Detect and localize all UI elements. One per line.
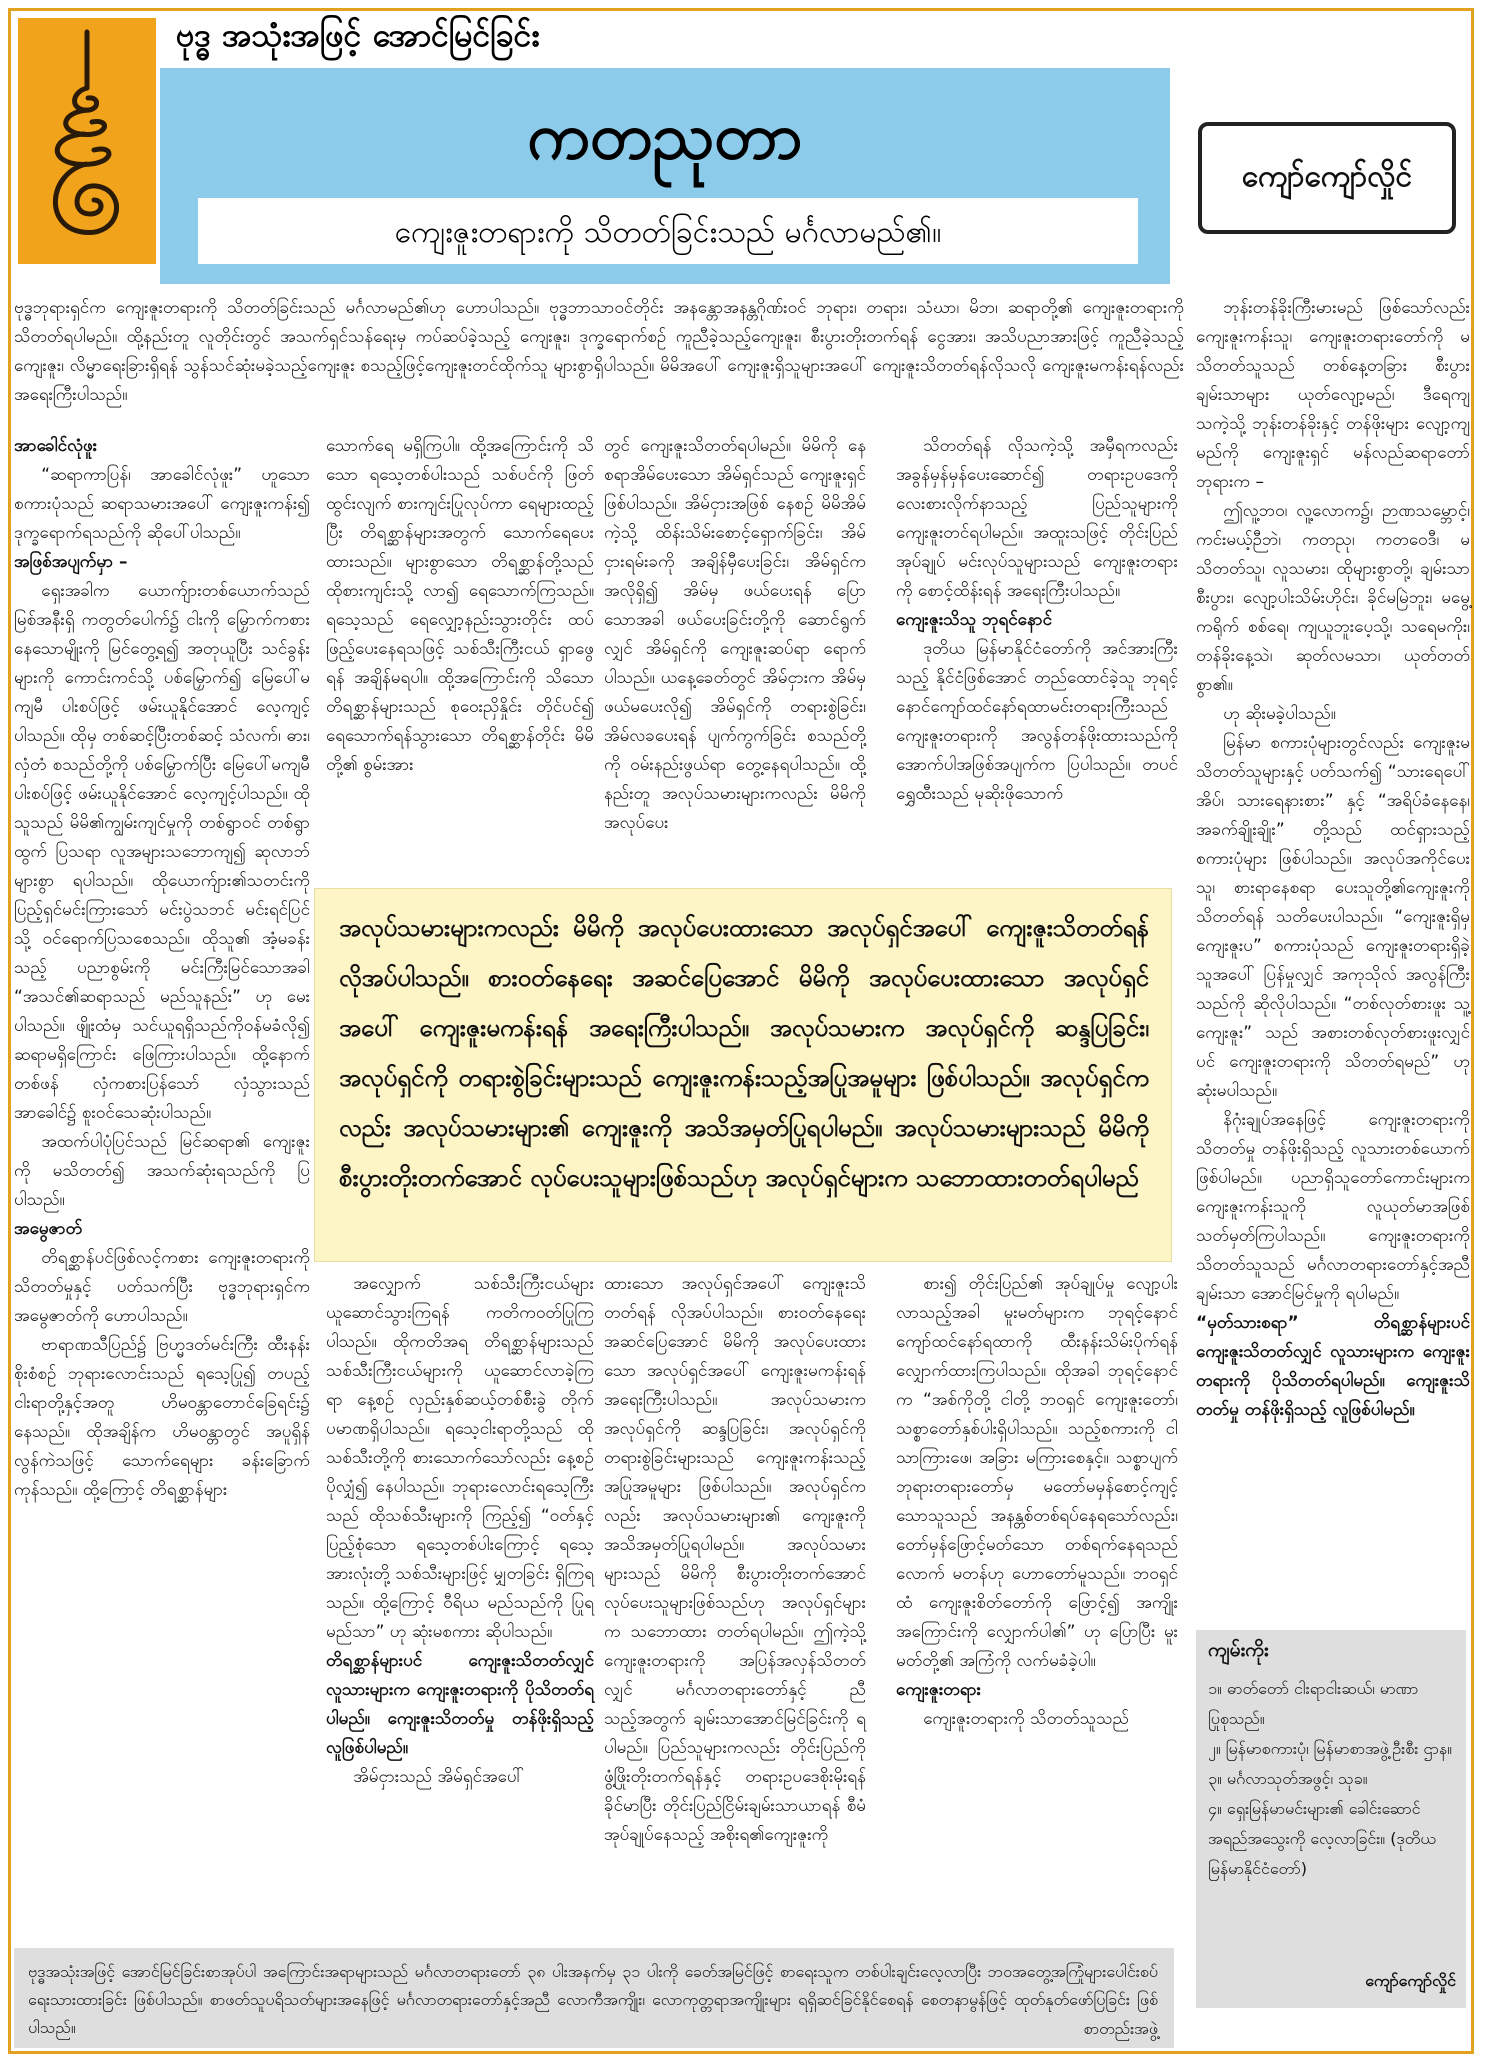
- unalome-icon: [18, 18, 156, 264]
- references-title: ကျမ်းကိုး: [1208, 1639, 1269, 1661]
- references-signature: ကျော်ကျော်လှိုင်: [1365, 1971, 1456, 1990]
- paragraph: အထက်ပါပုံပြင်သည် မြင်ဆရာ၏ ကျေးဇူးကို မသိတတ်၍ အသက်ဆုံးရသည်ကို ပြပါသည်။: [14, 1132, 310, 1210]
- title-banner: [160, 68, 1170, 284]
- column-2-upper: သောက်ရေ မရှိကြပါ။ ထို့အကြောင်းကို သိသော ရသေ့တစ်ပါးသည် သစ်ပင်ကို ဖြတ်ထွင်းလျက် စားကျင်းပြုလုပ်ကာ ရေများထည့်ပြီး တိရစ္ဆာန်များအတွက် သောက်ရေပေးထားသည်။ များစွာသော တိရစ္ဆာန်တို့သည် ထိုစားကျင်းသို့ လာ၍ ရေသောက်ကြသည်။ ရသေ့သည် ရေလျှော့နည်းသွားတိုင်း ထပ်ဖြည့်ပေးနေရသဖြင့် သစ်သီးကြီးငယ် ရှာဖွေရန် အချိန်မရပါ။ ထို့အကြောင်းကို သိသော တိရစ္ဆာန်များသည် စုဝေးညှိနှိုင်း တိုင်ပင်၍ ရေသောက်ရန်သွားသော တိရစ္ဆာန်တိုင်း မိမိတို့၏ စွမ်းအား: [326, 436, 594, 775]
- author-badge: [1198, 122, 1456, 234]
- section-heading: အဖြစ်အပျက်မှာ –: [14, 552, 128, 572]
- paragraph: တိရစ္ဆာန်ပင်ဖြစ်လင့်ကစား ကျေးဇူးတရားကို သိတတ်မှုနှင့် ပတ်သက်ပြီး ဗုဒ္ဓဘုရားရှင်က အမွေဇာတ်ကို ဟောပါသည်။: [14, 1248, 310, 1326]
- footer-signature: စာတည်းအဖွဲ့: [1083, 2019, 1158, 2038]
- column-2-lower: [326, 1270, 594, 1792]
- reference-item: ၁။ ဓာတ်တော် ငါးရာငါးဆယ်၊ မာဏာ ပြုစုသည်။: [1208, 1679, 1419, 1728]
- reference-item: ၂။ မြန်မာစကားပုံ၊ မြန်မာစာအဖွဲ့ဦးစီး ဌာန။: [1208, 1739, 1452, 1758]
- column-3-lower: ထားသော အလုပ်ရှင်အပေါ် ကျေးဇူးသိတတ်ရန် လိုအပ်ပါသည်။ စားဝတ်နေရေး အဆင်ပြေအောင် မိမိကို အလုပ်ပေးထားသော အလုပ်ရှင်အပေါ် ကျေးဇူးမကန်းရန် အရေးကြီးပါသည်။ အလုပ်သမားက အလုပ်ရှင်ကို ဆန္ဒပြခြင်း၊ အလုပ်ရှင်ကို တရားစွဲခြင်းများသည် ကျေးဇူးကန်းသည့်အပြုအမူများ ဖြစ်ပါသည်။ အလုပ်ရှင်ကလည်း အလုပ်သမားများ၏ ကျေးဇူးကို အသိအမှတ်ပြုရပါမည်။ အလုပ်သမားများသည် မိမိကို စီးပွားတိုးတက်အောင် လုပ်ပေးသူများဖြစ်သည်ဟု အလုပ်ရှင်များက သဘောထား တတ်ရပါမည်။ ဤကဲ့သို့ ကျေးဇူးတရားကို အပြန်အလှန်သိတတ်လျှင် မင်္ဂလာတရားတော်နှင့် ညီသည့်အတွက် ချမ်းသာအောင်မြင်ခြင်းကို ရပါမည်။ ပြည်သူများကလည်း တိုင်းပြည်ကို ဖွံ့ဖြိုးတိုးတက်ရန်နှင့် တရားဥပဒေစိုးမိုးရန် ခိုင်မာပြီး တိုင်းပြည်ငြိမ်းချမ်းသာယာရန် စီမံအုပ်ချုပ်နေသည့် အစိုးရ၏ကျေးဇူးကို: [604, 1274, 866, 1845]
- reference-item: ၄။ ရှေးမြန်မာမင်းများ၏ ခေါင်းဆောင်အရည်အသွေးကို လေ့လာခြင်း။ (ဒုတိယမြန်မာနိုင်ငံတော်): [1208, 1799, 1436, 1878]
- article-title: ကတညုတာ: [527, 100, 803, 174]
- verse: ဤလူ့ဘဝ၊ လူ့လောက၌၊ ဉာဏသမ္ဘောင့်၊ ကင်းမယ့်ဉီဘဲ၊ ကတညု၊ ကတဝေဒီ၊ မသိတတ်သူ၊ လူသမား၊ ထိုများစွာတို့၊ ချမ်းသာစီးပွား၊ လျော့ပါးသိမ်းဟိုင်း၊ ခိုင်မမြဲဘူး၊ မမွေ့ကရိုက် စစ်ရေ၊ ကျယူဘူးပေ့သို့၊ သရေမကိုး၊ တန်ခိုးနေ့သဲ၊ ဆုတ်လမသာ၊ ယုတ်တတ်စွာ၏။: [1196, 501, 1470, 695]
- footer-note: [14, 1948, 1174, 2048]
- column-1: [14, 432, 310, 1505]
- series-title: ဗုဒ္ဓ အသုံးအဖြင့် အောင်မြင်ခြင်း: [176, 16, 540, 54]
- paragraph: နိဂုံးချုပ်အနေဖြင့် ကျေးဇူးတရားကို သိတတ်မှု တန်ဖိုးရှိသည့် လူသားတစ်ယောက် ဖြစ်ပါမည်။ ပညာရှိသူတော်ကောင်းများက ကျေးဇူးကန်းသူကို လူယုတ်မာအဖြစ် သတ်မှတ်ကြပါသည်။ ကျေးဇူးတရားကို သိတတ်သူသည် မင်္ဂလာတရားတော်နှင့်အညီ ချမ်းသာ အောင်မြင်မှုကို ရပါမည်။: [1196, 1110, 1470, 1304]
- section-heading: ကျေးဇူးတရား: [896, 1680, 981, 1700]
- paragraph: အလျှောက် သစ်သီးကြီးငယ်များ ယူဆောင်သွားကြရန် ကတိကဝတ်ပြုကြပါသည်။ ထိုကတိအရ တိရစ္ဆာန်များသည် သစ်သီးကြီးငယ်များကို ယူဆောင်လာခဲ့ကြရာ နေ့စဉ် လှည်းနှစ်ဆယ့်တစ်စီးခွဲ တိုက် ပမာဏရှိပါသည်။ ရသေ့ငါးရာတို့သည် ထိုသစ်သီးတို့ကို စားသောက်သော်လည်း နေ့စဉ် ပိုလျှံ၍ နေပါသည်။ ဘုရားလောင်းရသေ့ကြီးသည် ထိုသစ်သီးများကို ကြည့်၍ “ဝတ်နှင့် ပြည့်စုံသော ရသေ့တစ်ပါးကြောင့် ရသေ့အားလုံးတို့ သစ်သီးများဖြင့် မျှတခြင်း ရှိကြရသည်။ ထို့ကြောင့် ဝီရိယ မည်သည်ကို ပြုရမည်သာ” ဟု ဆုံးမစကား ဆိုပါသည်။: [326, 1274, 594, 1642]
- pull-quote-box: [314, 888, 1172, 1262]
- section-heading: တိရစ္ဆာန်များပင် ကျေးဇူးသိတတ်လျှင် လူသားများက ကျေးဇူးတရားကို ပိုသိတတ်ရပါမည်။ ကျေးဇူးသိတတ်မှု တန်ဖိုးရှိသည့်လူဖြစ်ပါမည်။: [326, 1651, 594, 1758]
- paragraph: ဘုန်းတန်ခိုးကြီးမားမည် ဖြစ်သော်လည်း ကျေးဇူးကန်းသူ၊ ကျေးဇူးတရားတော်ကို မသိတတ်သူသည် တစ်နေ့တခြား စီးပွားချမ်းသာများ ယုတ်လျော့မည်၊ ဒီရေကျသကဲ့သို့ ဘုန်းတန်ခိုးနှင့် တန်ဖိုးများ လျော့ကျမည်ကို ကျေးဇူးရှင် မန်လည်ဆရာတော်ဘုရားက –: [1196, 298, 1470, 492]
- highlight-note: “မှတ်သားစရာ” တိရစ္ဆာန်များပင် ကျေးဇူးသိတတ်လျှင် လူသားများက ကျေးဇူးတရားကို ပိုသိတတ်ရပါမည်။ ကျေးဇူးသိတတ်မှု တန်ဖိုးရှိသည့် လူဖြစ်ပါမည်။: [1196, 1313, 1470, 1420]
- reference-item: ၃။ မင်္ဂလာသုတ်အဖွင့်၊ သုခ။: [1208, 1769, 1368, 1788]
- paragraph: ဟု ဆိုးမခဲ့ပါသည်။: [1223, 704, 1336, 724]
- paragraph: ရှေးအခါက ယောက်ျားတစ်ယောက်သည် မြစ်အနီးရှိ ကတွတ်ပေါက်၌ ငါးကို မြှောက်ကစားနေသောမျိုးကို မြင်တွေ့ရ၍ အတုယူပြီး သင်ခွန်းများကို ကောင်းကင်သို့ ပစ်မြှောက်၍ မြေပေါ်မကျမီ ပါးစပ်ဖြင့် ဖမ်းယူနိုင်အောင် လေ့ကျင့်ပါသည်။ ထိုမှ တစ်ဆင့်ပြီးတစ်ဆင့် သံလက်၊ ဓား၊ လှံတံ စသည်တို့ကို ပစ်မြှောက်ပြီး မြေပေါ်မကျမီ ပါးစပ်ဖြင့် ဖမ်းယူနိုင်အောင် လေ့ကျင့်ပါသည်။ ထိုသူသည် မိမိ၏ကျွမ်းကျင်မှုကို တစ်ရွာဝင် တစ်ရွာထွက် ပြသရာ လူအများသဘောကျ၍ ဆုလာဘ်များစွာ ရပါသည်။ ထိုယောက်ျား၏သတင်းကို ပြည့်ရှင်မင်းကြားသော် မင်းပွဲသဘင် မင်းရင်ပြင်သို့ ဝင်ရောက်ပြသစေသည်။ ထိုသူ၏ အံ့မခန်းသည့် ပညာစွမ်းကို မင်းကြီးမြင်သောအခါ “အသင်၏ဆရာသည် မည်သူနည်း” ဟု မေးပါသည်။ ဖျိုးထံမှ သင်ယူရရှိသည်ကိုဝန်မခံလို၍ ဆရာမရှိကြောင်း ဖြေကြားပါသည်။ ထို့နောက် တစ်ဖန် လှံကစားပြန်သော် လှံသွားသည် အာခေါင်၌ စူးဝင်သေဆုံးပါသည်။: [14, 581, 310, 1123]
- pull-quote: အလုပ်သမားများကလည်း မိမိကို အလုပ်ပေးထားသော အလုပ်ရှင်အပေါ် ကျေးဇူးသိတတ်ရန် လိုအပ်ပါသည်။ စားဝတ်နေရေး အဆင်ပြေအောင် မိမိကို အလုပ်ပေးထားသော အလုပ်ရှင်အပေါ် ကျေးဇူးမကန်းရန် အရေးကြီးပါသည်။ အလုပ်သမားက အလုပ်ရှင်ကို ဆန္ဒပြခြင်း၊ အလုပ်ရှင်ကို တရားစွဲခြင်းများသည် ကျေးဇူးကန်းသည့်အပြုအမူများ ဖြစ်ပါသည်။ အလုပ်ရှင်ကလည်း အလုပ်သမားများ၏ ကျေးဇူးကို အသိအမှတ်ပြုရပါမည်။ အလုပ်သမားများသည် မိမိကို စီးပွားတိုးတက်အောင် လုပ်ပေးသူများဖြစ်သည်ဟု အလုပ်ရှင်များက သဘောထားတတ်ရပါမည်: [339, 914, 1149, 1192]
- section-heading: အမွေဇာတ်: [14, 1219, 83, 1239]
- column-5: [1196, 294, 1470, 1425]
- subtitle-banner: [198, 198, 1138, 264]
- paragraph: ဗာရာဏသီပြည်၌ ဗြဟ္မဒတ်မင်းကြီး ထီးနန်းစိုးစံစဉ် ဘုရားလောင်းသည် ရသေ့ပြု၍ တပည့်ငါးရာတို့နှင့်အတူ ဟိမဝန္တာတောင်ခြေရင်း၌ နေသည်။ ထိုအချိန်က ဟိမဝန္တာတွင် အပူရှိန်လွန်ကဲသဖြင့် သောက်ရေများ ခန်းခြောက်ကုန်သည်။ ထို့ကြောင့် တိရစ္ဆာန်များ: [14, 1335, 310, 1500]
- paragraph: စား၍ တိုင်းပြည်၏ အုပ်ချုပ်မှု လျော့ပါးလာသည့်အခါ မူးမတ်များက ဘုရင့်နောင် ကျော်ထင်နော်ရထာကို ထီးနန်းသိမ်းပိုက်ရန် လျှောက်ထားကြပါသည်။ ထိုအခါ ဘုရင့်နောင်က “အစ်ကိုတို့ ငါတို့ ဘဝရှင် ကျေးဇူးတော်၊ သစ္စာတော်နှစ်ပါးရှိပါသည်။ သည့်စကားကို ငါသာကြားဖေ၊ အခြား မကြားစေနှင့်။ သစ္စာပျက်ဘုရားတရားတော်မှ မတော်မမှန်စောင့်ကျင့်သောသူသည် အနန္တစ်တစ်ရပ်နေရသော်လည်း၊ တော်မှန်ဖြောင့်မတ်သော တစ်ရက်နေရသည်လောက် မတန်ဟု ဟောတော်မူသည်။ ဘဝရှင်ထံ ကျေးဇူးစိတ်တော်ကို ဖြောင့်၍ အကျိုး အကြောင်းကို လျှောက်ပါ၏” ဟု ပြောပြီး မူးမတ်တို့၏ အကြံကို လက်မခံခဲ့ပါ။: [896, 1274, 1178, 1671]
- footer-text: ဗုဒ္ဓအသုံးအဖြင့် အောင်မြင်ခြင်းစာအုပ်ပါ အကြောင်းအရာများသည် မင်္ဂလာတရားတော် ၃၈ ပါးအနက်မှ ၃၁ ပါးကို ခေတ်အမြင်ဖြင့် စာရေးသူက တစ်ပါးချင်းလေ့လာပြီး ဘဝအတွေ့အကြုံများပေါင်းစပ်ရေးသားထားခြင်း ဖြစ်ပါသည်။ စာဖတ်သူပရိသတ်များအနေဖြင့် မင်္ဂလာတရားတော်နှင့်အညီ လောကီအကျိုး၊ လောကုတ္တရာအကျိုးများ ရရှိဆင်ခြင်နိုင်စေရန် စေတနာမွန်ဖြင့် ထုတ်နုတ်ဖော်ပြခြင်း ဖြစ်ပါသည်။: [28, 1962, 1158, 2037]
- column-3-upper: တွင် ကျေးဇူးသိတတ်ရပါမည်။ မိမိကို နေစရာအိမ်ပေးသော အိမ်ရှင်သည် ကျေးဇူးရှင် ဖြစ်ပါသည်။ အိမ်ငှားအဖြစ် နေစဉ် မိမိအိမ်ကဲ့သို့ ထိန်းသိမ်းစောင့်ရှောက်ခြင်း၊ အိမ်ငှားရမ်းခကို အချိန်မှီပေးခြင်း၊ အိမ်ရှင်က အလိုရှိ၍ အိမ်မှ ဖယ်ပေးရန် ပြောသောအခါ ဖယ်ပေးခြင်းတို့ကို ဆောင်ရွက်လျှင် အိမ်ရှင်ကို ကျေးဇူးဆပ်ရာ ရောက်ပါသည်။ ယနေ့ခေတ်တွင် အိမ်ငှားက အိမ်မှ ဖယ်မပေးလို၍ အိမ်ရှင်ကို တရားစွဲခြင်း၊ အိမ်လခပေးရန် ပျက်ကွက်ခြင်း စသည်တို့ကို ဝမ်းနည်းဖွယ်ရာ တွေ့နေရပါသည်။ ထို့နည်းတူ အလုပ်သမားများကလည်း မိမိကို အလုပ်ပေး: [604, 436, 866, 833]
- section-heading: ကျေးဇူးသိသူ ဘုရင်နောင်: [896, 610, 1053, 630]
- column-4-upper: [896, 432, 1178, 809]
- paragraph: “ဆရာကာပြန်၊ အာခေါင်လုံဖူး” ဟူသော စကားပုံသည် ဆရာသမားအပေါ် ကျေးဇူးကန်း၍ ဒုက္ခရောက်ရသည်ကို ဆိုပေါ်ပါသည်။: [14, 465, 310, 543]
- column-4-lower: [896, 1270, 1178, 1734]
- paragraph: အိမ်ငှားသည် အိမ်ရှင်အပေါ်: [353, 1767, 525, 1787]
- author-name: ကျော်ကျော်လှိုင်: [1241, 159, 1413, 194]
- paragraph: ဒုတိယ မြန်မာနိုင်ငံတော်ကို အင်အားကြီးသည့် နိုင်ငံဖြစ်အောင် တည်ထောင်ခဲ့သူ ဘုရင့်နောင်ကျော်ထင်နော်ရထာမင်းတရားကြီးသည် ကျေးဇူးတရားကို အလွန်တန်ဖိုးထားသည်ကို အောက်ပါအဖြစ်အပျက်က ပြပါသည်။ တပင်ရွှေထီးသည် မုဆိုးဖိုသောက်: [896, 639, 1178, 804]
- references-list: [1208, 1674, 1458, 1884]
- references-panel: [1196, 1630, 1466, 2008]
- paragraph: မြန်မာ စကားပုံများတွင်လည်း ကျေးဇူးမသိတတ်သူများနှင့် ပတ်သက်၍ “သားရေပေါ် အိပ်၊ သားရေနားစား” နှင့် “အရိပ်ခံနေနေ၊ အခက်ချိုးချိုး” တို့သည် ထင်ရှားသည့် စကားပုံများ ဖြစ်ပါသည်။ အလုပ်အကိုင်ပေးသူ၊ စားရာနေစရာ ပေးသူတို့၏ကျေးဇူးကို သိတတ်ရန် သတိပေးပါသည်။ “ကျေးဇူးရှိမှ ကျေးဇူးပ” စကားပုံသည် ကျေးဇူးတရားရှိခဲ့သူအပေါ် ပြန်မှုလျှင် အကုသိုလ် အလွန်ကြီးသည်ကို ဆိုလိုပါသည်။ “တစ်လုတ်စားဖူး သူ့ကျေးဇူး” သည် အစားတစ်လုတ်စားဖူးလျှင်ပင် ကျေးဇူးတရားကို သိတတ်ရမည်” ဟု ဆုံးမပါသည်။: [1196, 733, 1470, 1101]
- section-heading: အာခေါင်လုံဖူး: [14, 436, 98, 456]
- article-subtitle: ကျေးဇူးတရားကို သိတတ်ခြင်းသည် မင်္ဂလာမည်၏။: [394, 215, 942, 250]
- ornament-logo: [18, 18, 156, 264]
- paragraph: သိတတ်ရန် လိုသကဲ့သို့ အမှီရကလည်း အခွန်မှန်မှန်ပေးဆောင်၍ တရားဥပဒေကို လေးစားလိုက်နာသည့် ပြည်သူများကို ကျေးဇူးတင်ရပါမည်။ အထူးသဖြင့် တိုင်းပြည်အုပ်ချုပ် မင်းလုပ်သူများသည် ကျေးဇူးတရားကို စောင့်ထိန်းရန် အရေးကြီးပါသည်။: [896, 436, 1178, 601]
- intro-paragraph: ဗုဒ္ဓဘုရားရှင်က ကျေးဇူးတရားကို သိတတ်ခြင်းသည် မင်္ဂလာမည်၏ဟု ဟောပါသည်။ ဗုဒ္ဓဘာသာဝင်တိုင်း အနန္တောအနန္တဂိုဏ်းဝင် ဘုရား၊ တရား၊ သံဃာ၊ မိဘ၊ ဆရာတို့၏ ကျေးဇူးတရားကို သိတတ်ရပါမည်။ ထို့နည်းတူ လူတိုင်းတွင် အသက်ရှင်သန်ရေးမှ ကပ်ဆပ်ခဲ့သည့် ကျေးဇူး၊ ဒုက္ခရောက်စဉ် ကူညီခဲ့သည့်ကျေးဇူး၊ စီးပွားတိုးတက်ရန် ငွေအား၊ အသိပညာအားဖြင့် ကူညီခဲ့သည့်ကျေးဇူး၊ လိမ္မာရေးခြားရှိရန် သွန်သင်ဆုံးမခဲ့သည့်ကျေးဇူး စသည့်ဖြင့်ကျေးဇူးတင်ထိုက်သူ များစွာရှိပါသည်။ မိမိအပေါ် ကျေးဇူးရှိသူများအပေါ် ကျေးဇူးသိတတ်ရန်လိုသလို ကျေးဇူးမကန်းရန်လည်း အရေးကြီးပါသည်။: [14, 298, 1184, 405]
- paragraph: ကျေးဇူးတရားကို သိတတ်သူသည်: [923, 1709, 1129, 1729]
